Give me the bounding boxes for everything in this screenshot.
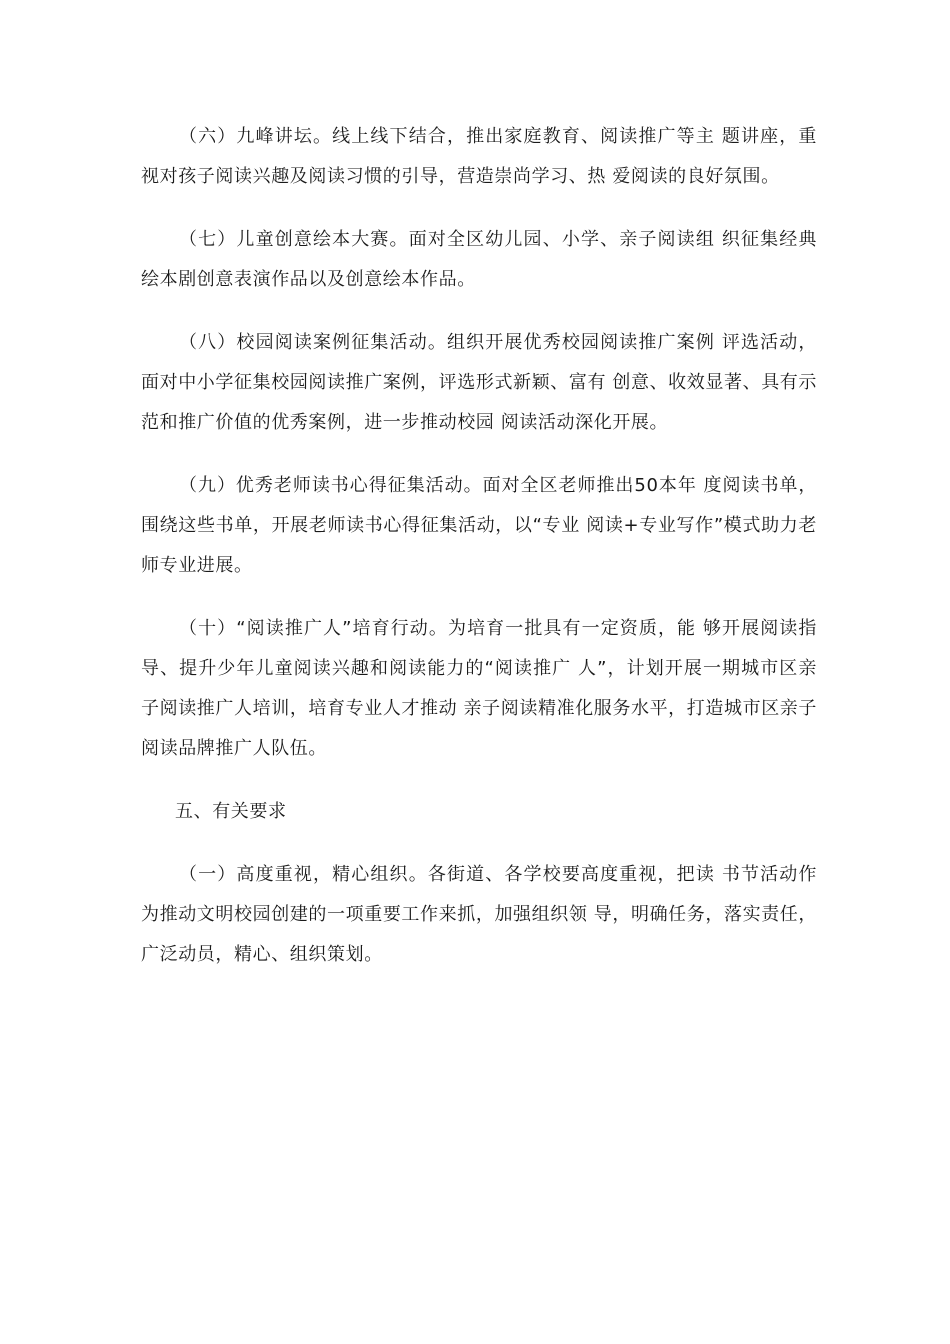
paragraph-seven-picture-book-contest: （七）儿童创意绘本大赛。面对全区幼儿园、小学、亲子阅读组 织征集经典绘本剧创意表演作品以及创意绘本作品。 (141, 229, 817, 290)
paragraph-ten-reading-promoter-training: （十）“阅读推广人”培育行动。为培育一批具有一定资质，能 够开展阅读指导、提升少年儿童阅读兴趣和阅读能力的“阅读推广 人”，计划开展一期城市区亲子阅读推广人培训，培育专业人才推动 亲子阅读精准化服务水平，打造城市区亲子阅读品牌推广人队伍。 (141, 618, 817, 759)
paragraph-eight-campus-reading-cases: （八）校园阅读案例征集活动。组织开展优秀校园阅读推广案例 评选活动，面对中小学征集校园阅读推广案例，评选形式新颖、富有 创意、收效显著、具有示范和推广价值的优秀案例，进一步推动校园 阅读活动深化开展。 (141, 332, 817, 433)
paragraph-nine-teacher-reading-notes: （九）优秀老师读书心得征集活动。面对全区老师推出50本年 度阅读书单，围绕这些书单，开展老师读书心得征集活动，以“专业 阅读+专业写作”模式助力老师专业进展。 (141, 475, 817, 576)
section-heading-requirements: 五、有关要求 (175, 801, 287, 822)
paragraph-six-jiufeng-forum: （六）九峰讲坛。线上线下结合，推出家庭教育、阅读推广等主 题讲座，重视对孩子阅读兴趣及阅读习惯的引导，营造崇尚学习、热 爱阅读的良好氛围。 (141, 126, 817, 187)
document-body (141, 117, 817, 975)
paragraph-one-organization: （一）高度重视，精心组织。各街道、各学校要高度重视，把读 书节活动作为推动文明校园创建的一项重要工作来抓，加强组织领 导，明确任务，落实责任，广泛动员，精心、组织策划。 (141, 864, 817, 965)
